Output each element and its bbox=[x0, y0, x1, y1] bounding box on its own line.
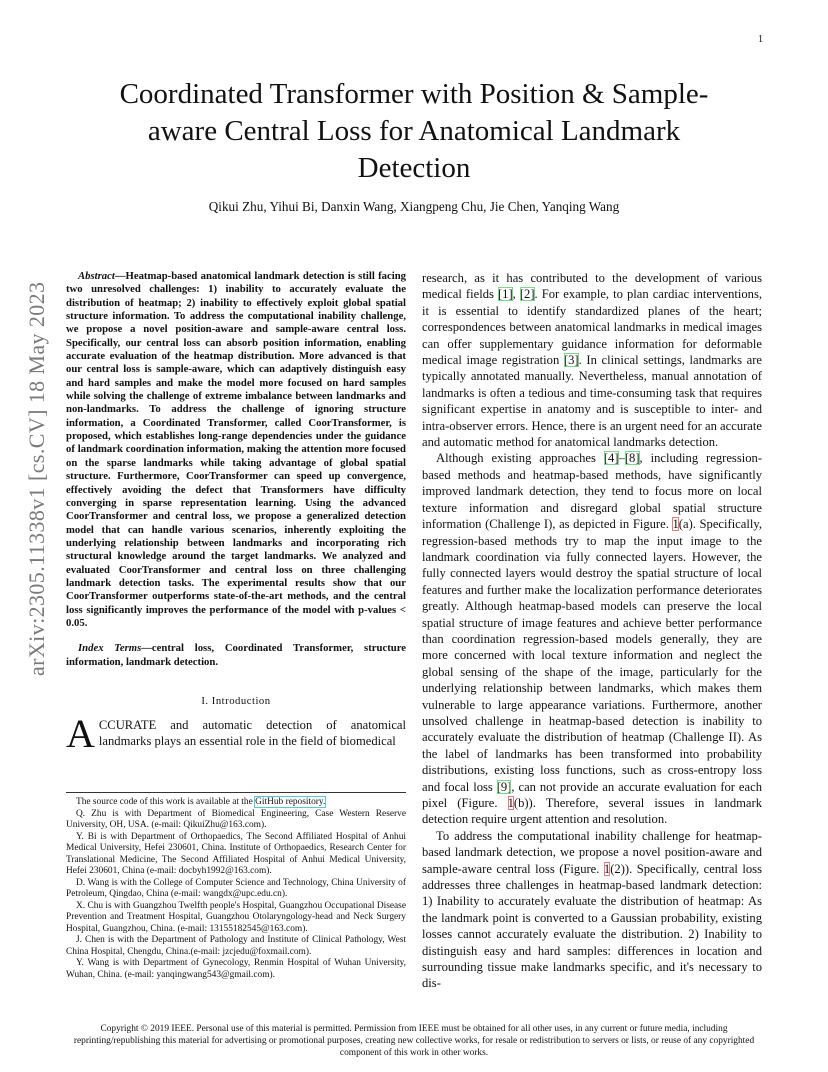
footnote-bi: Y. Bi is with Department of Orthopaedics, The Second Affiliated Hospital of Anhui Medical University, Hefei 230601, China. Institute of Orthopaedics, Research Center for Translational Medicine, The Second Affiliated Hospital of Anhui Medical University, Hefei 230601, China (e-mail: docbyh1992@163.com). bbox=[66, 831, 406, 876]
author-list: Qikui Zhu, Yihui Bi, Danxin Wang, Xiangpeng Chu, Jie Chen, Yanqing Wang bbox=[208, 199, 620, 214]
drop-cap: A bbox=[66, 710, 95, 756]
citation-link[interactable]: [9] bbox=[496, 779, 512, 794]
body-text: To address the computational inability challenge for heatmap-based landmark detection, we propose a novel position-aware and sample-aware central loss (Figure. bbox=[422, 828, 762, 876]
arxiv-stamp bbox=[22, 276, 52, 676]
abstract-text: —Heatmap-based anatomical landmark detection is still facing two unresolved challenges: 1) inability to accurately evaluate the distribution of heatmap; 2) inability to effectively exploit global spatial structure information. To address the computational inability challenge, we propose a novel position-aware and sample-aware central loss. Specifically, our central loss can absorb position information, enabling accurate evaluation of the heatmap distribution. More advanced is that our central loss is sample-aware, which can adaptively distinguish easy and hard samples and make the model more focused on hard samples while solving the challenge of extreme imbalance between landmarks and non-landmarks. To address the challenge of ignoring structure information, a Coordinated Transformer, called CoorTransformer, is proposed, which establishes long-range dependencies under the guidance of landmark coordination information, making the attention more focused on the sparse landmarks while taking advantage of global spatial structure. Furthermore, CoorTransformer can speed up convergence, effectively avoiding the defect that Transformers have difficulty converging in sparse representation learning. Using the advanced CoorTransformer and central loss, we propose a generalized detection model that can handle various scenarios, inherently exploiting the underlying relationship between landmarks and incorporating rich structural knowledge around the target landmarks. We analyzed and evaluated CoorTransformer and central loss on three challenging landmark detection tasks. The experimental results show that our CoorTransformer outperforms state-of-the-art methods, and the central loss significantly improves the performance of the model with p-values < 0.05. bbox=[66, 270, 406, 629]
footnote-chu: X. Chu is with Guangzhou Twelfth people's Hospital, Guangzhou Occupational Disease Prevention and Treatment Hospital, Guangzhou Otolaryngology-head and Neck Surgery Hospital, Guangzhou, China. (e-mail: 13155182545@163.com). bbox=[66, 900, 406, 934]
figure-link[interactable]: 1 bbox=[507, 796, 514, 810]
citation-link[interactable]: [3] bbox=[563, 353, 579, 368]
copyright-notice: Copyright © 2019 IEEE. Personal use of this material is permitted. Permission from IEEE must be obtained for all other uses, in any current or future media, including reprinting/republishing this material for advertising or promotional purposes, creating new collective works, for resale or redistribution to servers or lists, or reuse of any copyrighted component of this work in other works. bbox=[73, 1024, 755, 1058]
section-heading: I. Introduction bbox=[201, 694, 271, 707]
body-text: research, as it has contributed to the development of various medical fields bbox=[422, 271, 762, 302]
footnote-wang-d: D. Wang is with the College of Computer Science and Technology, China University of Petroleum, Qingdao, China (e-mail: wangdx@upc.edu.cn). bbox=[66, 877, 406, 899]
arxiv-stamp-text: arXiv:2305.11338v1 [cs.CV] 18 May 2023 bbox=[24, 281, 49, 676]
citation-link[interactable]: [1] bbox=[497, 287, 513, 302]
body-text: (a). Specifically, regression-based methods try to map the input image to the landmark coordination via fully connected layers. However, the fully connected layers would destroy the spatial structure of local features and further make the localization performance deteriorates greatly. Although heatmap-based models can preserve the local spatial structure of image features and achieve better performance than coordination regression-based models generally, they are more concerned with local texture information and neglect the global sensing of the shape of the image, particularly for the underlying relationship between landmarks, which makes them vulnerable to large appearance variations. Furthermore, another unsolved challenge in heatmap-based detection is inability to accurately evaluate the distribution of heatmap (Challenge II). As the label of landmarks has been transformed into probability distributions, existing loss functions, such as cross-entropy loss and focal loss bbox=[422, 517, 762, 794]
body-paragraph-3 bbox=[422, 828, 762, 992]
citation-link[interactable]: [2] bbox=[519, 287, 535, 302]
body-text: Although existing approaches bbox=[436, 451, 604, 466]
body-text: . For example, to plan cardiac interventions, it is essential to identify standardized planes of the heart; correspondences between anatomical landmarks in medical images can offer supplementary guidance information for deformable medical image registration bbox=[422, 287, 763, 368]
index-terms bbox=[66, 642, 406, 669]
footnote-wang-y: Y. Wang is with Department of Gynecology, Renmin Hospital of Wuhan University, Wuhan, China. (e-mail: yanqingwang543@gmail.com). bbox=[66, 958, 406, 980]
github-link[interactable]: GitHub repository. bbox=[255, 797, 326, 807]
body-paragraph-1 bbox=[422, 270, 762, 450]
page-number: 1 bbox=[758, 34, 763, 45]
index-terms-text: —central loss, Coordinated Transformer, structure information, landmark detection. bbox=[66, 642, 406, 668]
body-paragraph-2 bbox=[422, 450, 762, 827]
footnotes bbox=[66, 792, 406, 981]
citation-link[interactable]: [8] bbox=[624, 451, 640, 466]
paper-title: Coordinated Transformer with Position & Sample-aware Central Loss for Anatomical Landmark Detection bbox=[119, 78, 709, 184]
index-terms-label: Index Terms bbox=[78, 642, 142, 655]
body-text: (2)). Specifically, central loss addresses three challenges in heatmap-based landmark detection: 1) Inability to accurately evaluate the distribution of heatmap: As the landmark point is converted to a Gaussian probability, existing losses cannot accurately evaluate the distribution. 2) Inability to distinguish easy and hard samples: differences in location and surrounding tissue make landmarks specific, and it's necessary to dis- bbox=[422, 861, 762, 991]
figure-link[interactable]: 1 bbox=[603, 861, 611, 876]
abstract bbox=[66, 270, 406, 630]
intro-paragraph bbox=[66, 710, 406, 756]
footnote-code-text: The source code of this work is available at the bbox=[76, 797, 256, 807]
footnote-zhu: Q. Zhu is with Department of Biomedical Engineering, Case Western Reserve University, OH, USA. (e-mail: QikuiZhu@163.com). bbox=[66, 808, 406, 830]
citation-link[interactable]: [4] bbox=[603, 451, 619, 466]
body-text: , including regression-based methods and heatmap-based methods, have significantly improved landmark detection, they tend to focus more on local texture information and disregard global spatial structure information (Challenge I), as depicted in Figure. bbox=[422, 451, 763, 532]
body-text: (b)). Therefore, several issues in landmark detection require urgent attention and resolution. bbox=[422, 796, 762, 827]
figure-link[interactable]: 1 bbox=[672, 517, 679, 532]
intro-text: CCURATE and automatic detection of anatomical landmarks plays an essential role in the field of biomedical bbox=[98, 717, 406, 749]
body-text: , bbox=[512, 287, 520, 302]
body-text: , can not provide an accurate evaluation for each pixel (Figure. bbox=[422, 779, 762, 810]
body-text: . In clinical settings, landmarks are typically annotated manually. Nevertheless, manual annotation of landmarks is often a tedious and time-consuming task that requires significant expertise in anatomy and is susceptible to inter- and intra-observer errors. Hence, there is an urgent need for an accurate and automatic method for anatomical landmarks detection. bbox=[422, 353, 762, 450]
footnote-chen: J. Chen is with the Department of Pathology and Institute of Clinical Pathology, West China Hospital, Chengdu, China.(e-mail: jzcjedu@foxmail.com). bbox=[66, 935, 406, 957]
right-column bbox=[422, 270, 762, 992]
left-column bbox=[66, 270, 406, 756]
abstract-label: Abstract bbox=[78, 270, 115, 282]
body-text: – bbox=[618, 451, 625, 466]
footnote-code bbox=[66, 797, 406, 809]
